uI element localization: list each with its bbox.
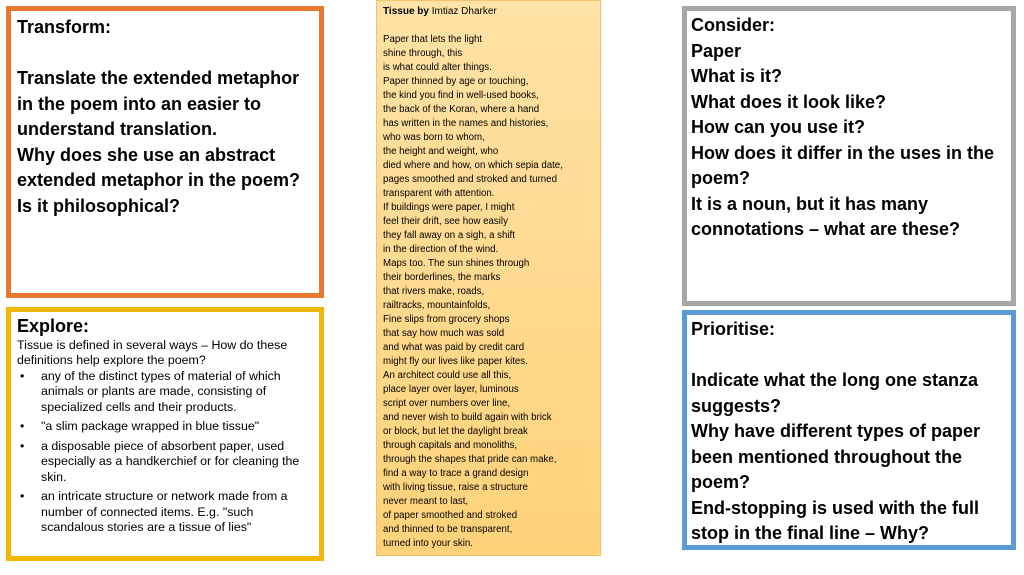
explore-intro: Tissue is defined in several ways – How do these definitions help explore the poem? xyxy=(17,338,288,368)
definition-item: • "a slim package wrapped in blue tissue" xyxy=(41,419,313,435)
poem-line: or block, but let the daylight break xyxy=(383,426,528,437)
poem-line: Fine slips from grocery shops xyxy=(383,314,510,325)
consider-title: Consider: xyxy=(691,15,776,35)
consider-line: How can you use it? xyxy=(691,117,866,137)
consider-line: How does it differ in the uses in the poem? xyxy=(691,142,995,188)
poem-line: Paper thinned by age or touching, xyxy=(383,76,529,87)
definition-item: • a disposable piece of absorbent paper, used especially as a handkerchief or for cleaning the skin. xyxy=(41,439,313,486)
transform-line: Why does she use an abstract extended metaphor in the poem? xyxy=(17,144,301,190)
poem-heading xyxy=(383,5,594,19)
poem-line: the height and weight, who xyxy=(383,146,499,157)
poem-title: Tissue by xyxy=(383,6,429,17)
poem-line: died where and how, on which sepia date, xyxy=(383,160,563,171)
poem-line: the kind you find in well-used books, xyxy=(383,90,539,101)
poem-line: has written in the names and histories, xyxy=(383,118,549,129)
poem-line: place layer over layer, luminous xyxy=(383,384,519,395)
poem-line: through capitals and monoliths, xyxy=(383,440,518,451)
poem-line: in the direction of the wind. xyxy=(383,244,499,255)
consider-panel xyxy=(682,6,1016,306)
spacer xyxy=(691,343,1007,369)
poem-line: Maps too. The sun shines through xyxy=(383,258,530,269)
transform-line: Is it philosophical? xyxy=(17,195,181,216)
poem-line: the back of the Koran, where a hand xyxy=(383,104,540,115)
poem-line: and never wish to build again with brick xyxy=(383,412,552,423)
poem-line: An architect could use all this, xyxy=(383,370,512,381)
poem-line: pages smoothed and stroked and turned xyxy=(383,174,557,185)
poem-line: that say how much was sold xyxy=(383,328,505,339)
poem-line: who was born to whom, xyxy=(383,132,485,143)
poem-line: that rivers make, roads, xyxy=(383,286,485,297)
poem-line: railtracks, mountainfolds, xyxy=(383,300,491,311)
poem-line: shine through, this xyxy=(383,48,463,59)
consider-line: Paper xyxy=(691,40,742,61)
transform-title: Transform: xyxy=(17,17,112,37)
consider-line: What does it look like? xyxy=(691,91,887,112)
transform-panel xyxy=(6,6,324,298)
consider-line: What is it? xyxy=(691,66,782,86)
poem-line: find a way to trace a grand design xyxy=(383,468,529,479)
poem-line: is what could alter things. xyxy=(383,62,492,73)
definition-item: • an intricate structure or network made from a number of connected items. E.g. "such scandalous stories are a tissue of lies" xyxy=(41,489,313,536)
poem-author: Imtiaz Dharker xyxy=(431,6,497,17)
definition-list xyxy=(17,369,313,536)
poem-line: might fly our lives like paper kites. xyxy=(383,356,528,367)
poem-line: they fall away on a sigh, a shift xyxy=(383,230,515,241)
explore-title: Explore: xyxy=(17,316,90,336)
prioritise-line: End-stopping is used with the full stop in the final line – Why? xyxy=(691,497,979,543)
poem-line: never meant to last, xyxy=(383,496,469,507)
explore-panel xyxy=(6,307,324,561)
poem-line: their borderlines, the marks xyxy=(383,272,501,283)
poem-line: and thinned to be transparent, xyxy=(383,524,513,535)
poem-line: of paper smoothed and stroked xyxy=(383,510,518,521)
prioritise-title: Prioritise: xyxy=(691,319,776,339)
poem-lines xyxy=(383,33,594,551)
prioritise-line: Indicate what the long one stanza suggests? xyxy=(691,370,979,416)
poem-line: transparent with attention. xyxy=(383,188,495,199)
poem-line: with living tissue, raise a structure xyxy=(383,482,528,493)
prioritise-line: Why have different types of paper been mentioned throughout the poem? xyxy=(691,421,981,492)
poem-line: feel their drift, see how easily xyxy=(383,216,508,227)
definition-item: • any of the distinct types of material of which animals or plants are made, consisting of specialized cells and their products. xyxy=(41,369,313,416)
poem-panel xyxy=(376,0,601,556)
poem-line: through the shapes that pride can make, xyxy=(383,454,557,465)
poem-line: Paper that lets the light xyxy=(383,34,483,45)
transform-line: Translate the extended metaphor in the poem into an easier to understand translation. xyxy=(17,68,300,139)
poem-line: and what was paid by credit card xyxy=(383,342,525,353)
poem-line: If buildings were paper, I might xyxy=(383,202,515,213)
poem-line: script over numbers over line, xyxy=(383,398,511,409)
prioritise-panel xyxy=(682,310,1016,550)
spacer xyxy=(17,41,313,67)
poem-line: turned into your skin. xyxy=(383,538,473,549)
consider-line: It is a noun, but it has many connotations – what are these? xyxy=(691,193,961,239)
